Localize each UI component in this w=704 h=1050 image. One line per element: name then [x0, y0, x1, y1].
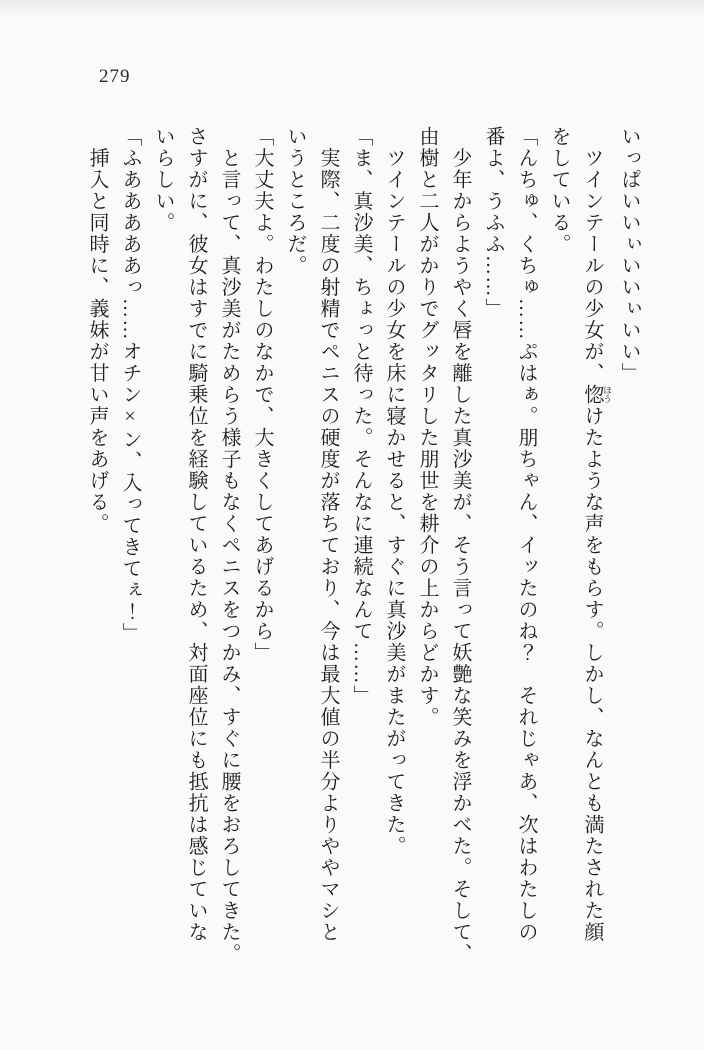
- text-line: 由樹と二人がかりでグッタリした朋世を耕介の上からどかす。: [416, 126, 438, 728]
- text-line: いっぱいいぃいいぃいい」: [618, 126, 640, 384]
- text-line: [575, 126, 612, 982]
- text-line: ツインテールの少女を床に寝かせると、すぐに真沙美がまたがってきた。: [383, 126, 405, 857]
- text-line: と言って、真沙美がためらう様子もなくペニスをつかみ、すぐに腰をおろしてきた。: [218, 126, 240, 965]
- text-line: さすがに、彼女はすでに騎乗位を経験しているため、対面座位にも抵抗は感じていな: [185, 126, 207, 943]
- page-number: 279: [99, 66, 131, 87]
- ruby-base: 惚: [581, 384, 603, 406]
- ruby-word: [581, 384, 612, 406]
- text-line: 番よ、うふふ……」: [482, 126, 504, 320]
- text-line: 少年からようやく唇を離した真沙美が、そう言って妖艶な笑みを浮かべた。そして、: [449, 126, 471, 965]
- furigana: ほう: [602, 384, 612, 406]
- text-line: 挿入と同時に、義妹が甘い声をあげる。: [86, 126, 108, 535]
- text-segment: ツインテールの少女が、: [581, 126, 603, 384]
- text-line: 「大丈夫よ。わたしのなかで、大きくしてあげるから」: [251, 126, 273, 664]
- text-segment: けたような声をもらす。しかし、なんとも満たされた顔: [581, 405, 603, 943]
- text-line: 「ま、真沙美、ちょっと待った。そんなに連続なんて……」: [350, 126, 372, 707]
- text-line: いうところだ。: [284, 126, 306, 277]
- text-line: いらしい。: [152, 126, 174, 234]
- text-block: [80, 126, 645, 982]
- text-line: 実際、二度の射精でペニスの硬度が落ちており、今は最大値の半分よりややマシと: [317, 126, 339, 943]
- text-line: 「んちゅ、くちゅ……ぷはぁ。朋ちゃん、イッたのね？ それじゃあ、次はわたしの: [515, 126, 537, 943]
- text-line: をしている。: [548, 126, 570, 255]
- text-line: 「ふあああああっ……オチン×ン、入ってきてぇ！」: [119, 126, 141, 644]
